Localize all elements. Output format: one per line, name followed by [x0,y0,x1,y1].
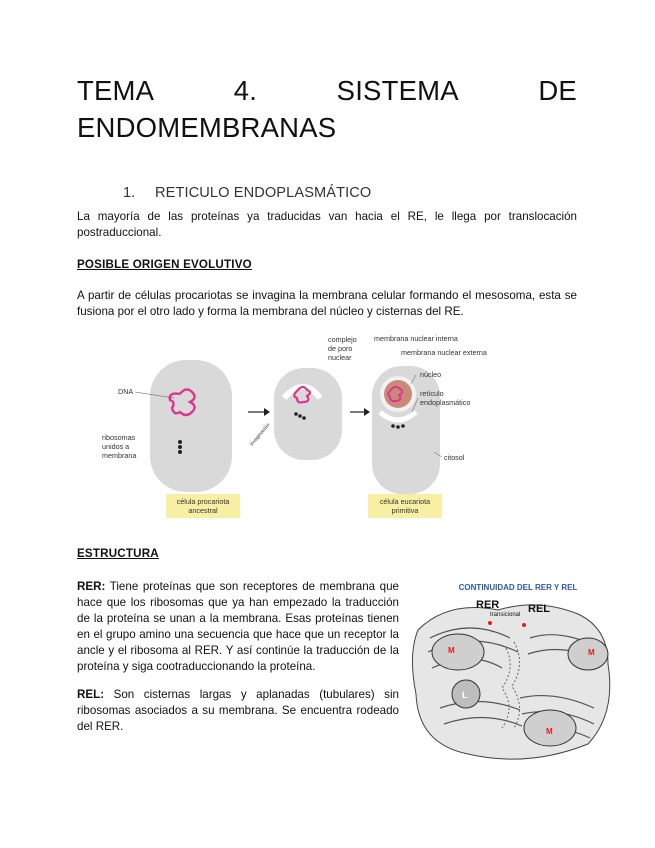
pore-label-3: nuclear [328,353,352,362]
outer-membrane-label: membrana nuclear externa [401,348,487,357]
marker-l: L [462,690,468,700]
nucleus-label: núcleo [420,370,442,379]
tissue-outline [412,605,609,759]
ribosome-label-1: ribosomas [102,433,136,442]
rel-term: REL: [77,688,105,701]
ribosome-label-3: membrana [102,451,137,460]
caption-2-line-1: célula eucariota [379,497,431,506]
title-word-1: TEMA [77,75,155,106]
ribosome-dot [178,445,182,449]
er-label-1: retículo [420,389,444,398]
marker-m-3: M [546,727,553,736]
ribosome-dot [178,450,182,454]
pore-label-1: complejo [328,335,357,344]
pore-label-2: de poro [328,344,353,353]
invagination-label: invaginación [248,422,272,448]
mitochondrion-1 [432,634,484,670]
rel-label: REL [528,603,550,615]
section-number: 1. [123,185,136,201]
ribosome-dot [401,424,405,428]
rer-paragraph [77,579,399,675]
title-line-1 [77,72,577,109]
ribosome-dot [298,414,302,418]
rel-text: Son cisternas largas y aplanadas (tubulares) sin ribosomas asociados a su membrana. Se encuentra rodeado del RER. [77,688,399,733]
transitional-label: transicional [490,612,521,618]
er-label-2: endoplasmático [420,398,471,407]
invaginating-cell [274,368,342,460]
rer-term: RER: [77,580,106,593]
arrow-1-head [264,408,270,416]
origin-heading: POSIBLE ORIGEN EVOLUTIVO [77,258,252,271]
inner-membrane-label: membrana nuclear interna [374,334,458,343]
micrograph-title: CONTINUIDAD DEL RER Y REL [458,583,578,592]
ribosome-dot [294,412,298,416]
cytosol-label: citosol [444,453,465,462]
title-word-4: DE [538,75,577,106]
rer-pointer-dot [488,621,492,625]
rer-label: RER [476,599,500,611]
ribosome-label-2: unidos a [102,442,130,451]
rer-text: Tiene proteínas que son receptores de membrana que hace que los ribosomas que ya han empezado la traducción de la proteína se unan a la membrana. Esas proteínas tienen en el grupo amino una secuencia que hace que un receptor la ancle y el ribosoma al RER. Y así continúe la traducción de la proteína y siga cootraduccionando la proteína. [77,580,399,673]
evolution-diagram-svg [98,328,518,528]
origin-paragraph: A partir de células procariotas se invagina la membrana celular formando el mesosoma, esta se fusiona por el otro lado y forma la membrana del núcleo y cisternas del RE. [77,289,577,318]
evolution-diagram [98,328,518,528]
ribosome-dot [178,440,182,444]
arrow-2-head [364,408,370,416]
section-heading [123,185,371,201]
ribosome-dot [302,416,306,420]
title-word-3: SISTEMA [336,75,459,106]
title-line-2: ENDOMEMBRANAS [77,112,337,143]
dna-label: DNA [118,387,134,396]
rer-rel-micrograph [410,578,617,765]
marker-m-2: M [588,648,595,657]
structure-heading: ESTRUCTURA [77,547,159,560]
section-label: RETICULO ENDOPLASMÁTICO [155,185,372,201]
caption-1-line-2: ancestral [188,506,218,515]
rer-rel-svg [410,578,617,765]
ribosome-dot [396,425,400,429]
caption-1-line-1: célula procariota [176,497,230,506]
rel-pointer-dot [522,623,526,627]
intro-paragraph: La mayoría de las proteínas ya traducidas van hacia el RE, le llega por translocación postraduccional. [77,210,577,239]
prokaryote-cell [150,360,232,492]
page-title [77,72,577,146]
ribosome-dot [391,424,395,428]
marker-m-1: M [448,646,455,655]
caption-2-line-2: primitiva [391,506,419,515]
rel-paragraph [77,687,399,735]
title-word-2: 4. [233,75,258,106]
